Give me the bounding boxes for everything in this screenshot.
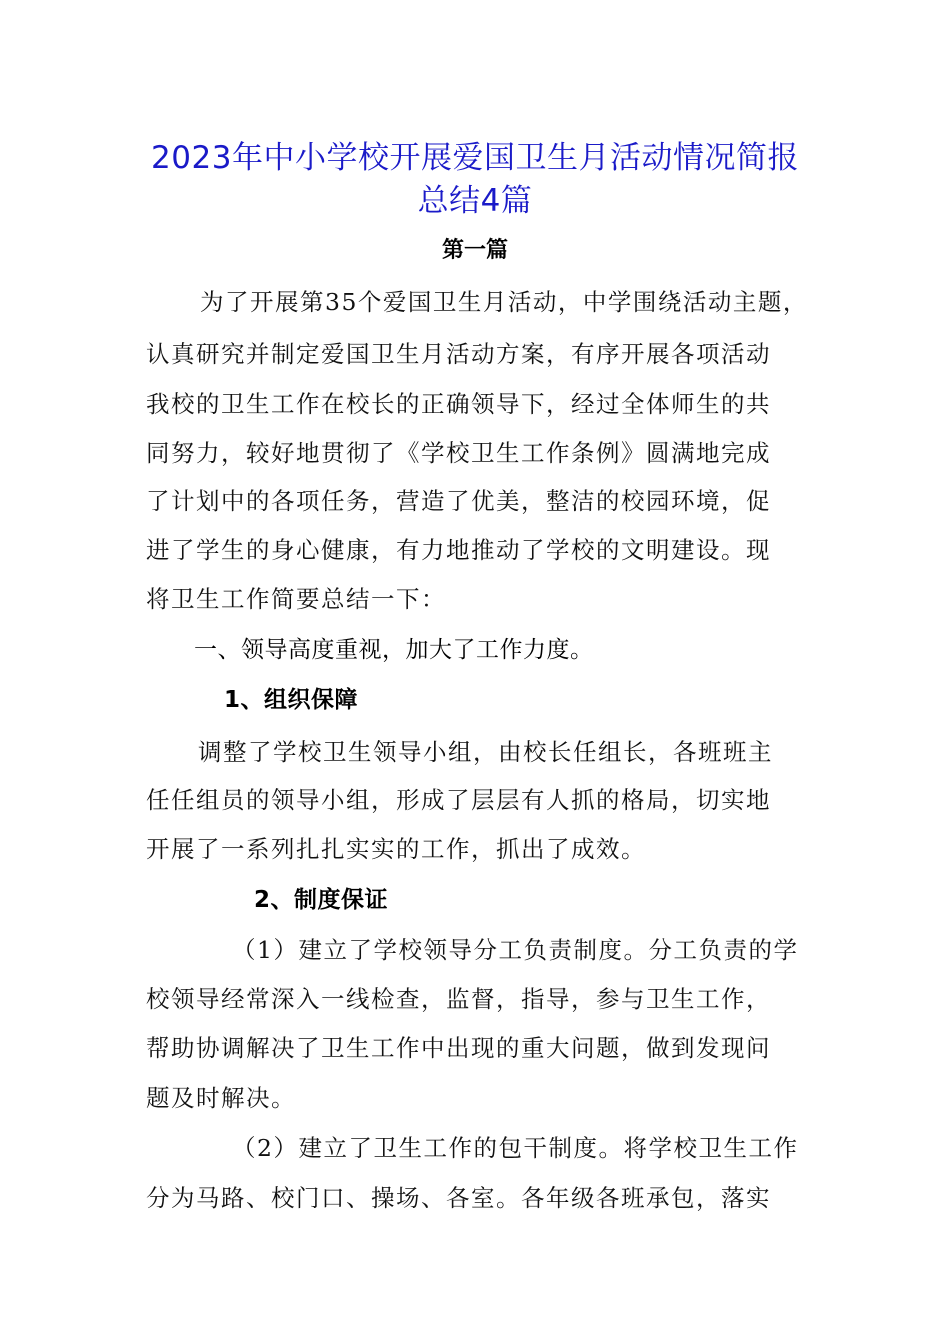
paragraph-2-line-1: 调整了学校卫生领导小组，由校长任组长，各班班主 <box>198 738 773 766</box>
paragraph-4-line-1: （2）建立了卫生工作的包干制度。将学校卫生工作 <box>232 1134 799 1162</box>
heading-1: 一、领导高度重视，加大了工作力度。 <box>194 637 594 663</box>
paragraph-1-line-5: 了计划中的各项任务，营造了优美，整洁的校园环境，促 <box>146 487 771 515</box>
paragraph-1-line-3: 我校的卫生工作在校长的正确领导下，经过全体师生的共 <box>146 390 771 418</box>
paragraph-1-line-1: 为了开展第35个爱国卫生月活动，中学围绕活动主题， <box>200 288 808 316</box>
paragraph-2-line-2: 任任组员的领导小组，形成了层层有人抓的格局，切实地 <box>146 786 771 814</box>
document-title-line-1: 2023年中小学校开展爱国卫生月活动情况简报 <box>151 140 799 176</box>
paragraph-3-line-1: （1）建立了学校领导分工负责制度。分工负责的学 <box>232 936 799 964</box>
paragraph-1-line-7: 将卫生工作简要总结一下： <box>146 585 446 613</box>
paragraph-3-line-2: 校领导经常深入一线检查，监督，指导，参与卫生工作， <box>146 985 771 1013</box>
paragraph-3-line-3: 帮助协调解决了卫生工作中出现的重大问题，做到发现问 <box>146 1034 771 1062</box>
paragraph-1-line-4: 同努力，较好地贯彻了《学校卫生工作条例》圆满地完成 <box>146 439 771 467</box>
section-title: 第一篇 <box>441 238 508 263</box>
sub-heading-2: 2、制度保证 <box>254 887 389 913</box>
paragraph-4-line-2: 分为马路、校门口、操场、各室。各年级各班承包，落实 <box>146 1184 771 1212</box>
document-title-line-2: 总结4篇 <box>417 183 533 219</box>
paragraph-2-line-3: 开展了一系列扎扎实实的工作，抓出了成效。 <box>146 835 646 863</box>
paragraph-1-line-6: 进了学生的身心健康，有力地推动了学校的文明建设。现 <box>146 536 771 564</box>
paragraph-3-line-4: 题及时解决。 <box>146 1084 296 1112</box>
sub-heading-1: 1、组织保障 <box>224 687 359 713</box>
paragraph-1-line-2: 认真研究并制定爱国卫生月活动方案，有序开展各项活动 <box>146 340 771 368</box>
